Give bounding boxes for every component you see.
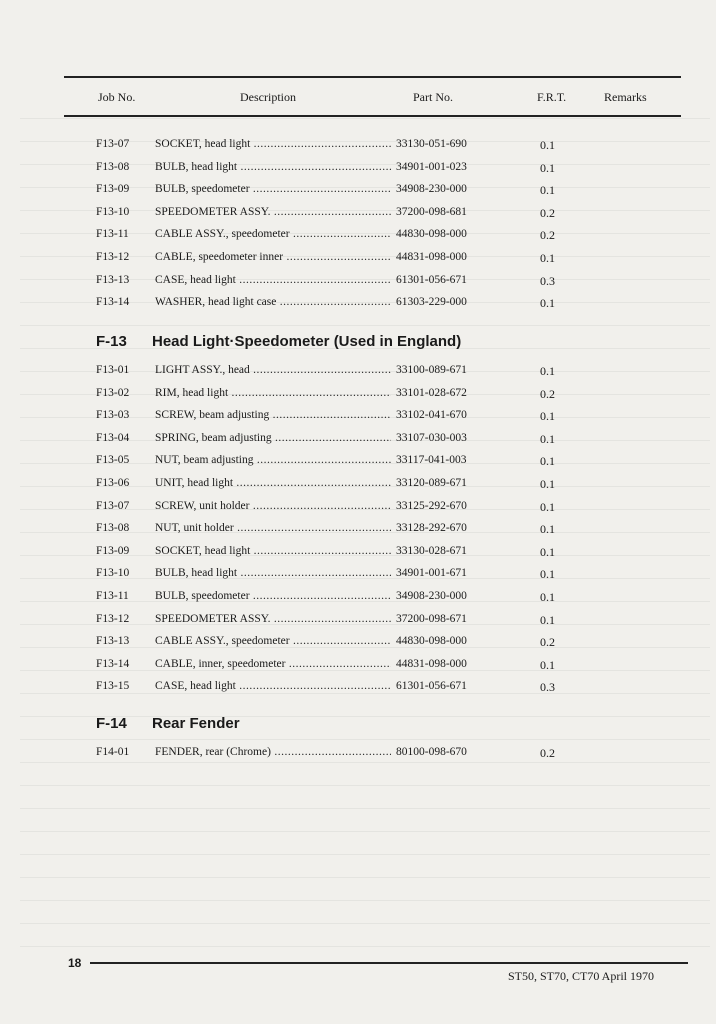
section-f13-code: F-13 bbox=[96, 333, 127, 350]
part-description: BULB, head light ..... bbox=[155, 567, 391, 579]
part-number: 33128-292-670 bbox=[396, 522, 467, 535]
part-description: NUT, unit holder ..... bbox=[155, 522, 391, 534]
section-f14-title: Rear Fender bbox=[152, 715, 240, 732]
job-number: F14-01 bbox=[96, 746, 130, 758]
part-description: CABLE, speedometer inner ..... bbox=[155, 251, 391, 263]
frt-value: 0.1 bbox=[540, 544, 555, 559]
job-number: F13-09 bbox=[96, 183, 130, 196]
table-row bbox=[0, 274, 716, 296]
part-description: SPEEDOMETER ASSY. ..... bbox=[155, 206, 391, 218]
col-job-no: Job No. bbox=[98, 90, 136, 104]
part-description: SCREW, beam adjusting ..... bbox=[155, 409, 391, 421]
part-number: 80100-098-670 bbox=[396, 746, 467, 758]
part-number: 34901-001-023 bbox=[396, 160, 467, 173]
part-number: 33125-292-670 bbox=[396, 499, 467, 512]
part-number: 44831-098-000 bbox=[396, 251, 467, 263]
frt-value: 0.1 bbox=[540, 364, 555, 378]
frt-value: 0.1 bbox=[540, 477, 555, 491]
job-number: F13-12 bbox=[96, 251, 130, 263]
table-row bbox=[0, 680, 716, 702]
col-description: Description bbox=[240, 90, 296, 104]
part-number: 37200-098-671 bbox=[396, 612, 467, 625]
frt-value: 0.1 bbox=[540, 657, 555, 672]
job-number: F13-11 bbox=[96, 228, 129, 241]
frt-value: 0.3 bbox=[540, 273, 555, 288]
job-number: F13-10 bbox=[96, 205, 130, 218]
col-remarks: Remarks bbox=[604, 90, 647, 104]
col-frt: F.R.T. bbox=[537, 90, 567, 104]
part-description: UNIT, head light ..... bbox=[155, 477, 391, 489]
part-number: 61301-056-671 bbox=[396, 680, 467, 693]
table-row bbox=[0, 635, 716, 657]
job-number: F13-11 bbox=[96, 590, 129, 602]
part-number: 34908-230-000 bbox=[396, 183, 467, 196]
part-number: 34901-001-671 bbox=[396, 567, 467, 580]
model-date: ST50, ST70, CT70 April 1970 bbox=[508, 969, 655, 983]
part-description: CABLE ASSY., speedometer ..... bbox=[155, 635, 391, 647]
table-row bbox=[0, 251, 716, 273]
frt-value: 0.2 bbox=[540, 635, 555, 650]
part-number: 33117-041-003 bbox=[396, 454, 467, 467]
table-row bbox=[0, 183, 716, 205]
table-row bbox=[0, 228, 716, 250]
job-number: F13-07 bbox=[96, 138, 130, 150]
frt-value: 0.1 bbox=[540, 499, 555, 514]
table-row bbox=[0, 432, 716, 454]
frt-value: 0.2 bbox=[540, 205, 555, 220]
job-number: F13-14 bbox=[96, 296, 130, 309]
part-number: 33102-041-670 bbox=[396, 409, 467, 422]
part-number: 34908-230-000 bbox=[396, 590, 467, 602]
part-number: 33107-030-003 bbox=[396, 431, 467, 444]
part-description: FENDER, rear (Chrome) ..... bbox=[155, 746, 391, 758]
table-row bbox=[0, 138, 716, 160]
part-number: 61301-056-671 bbox=[396, 273, 467, 286]
part-description: SCREW, unit holder ..... bbox=[155, 500, 391, 512]
footer-rule bbox=[90, 962, 688, 964]
job-number: F13-02 bbox=[96, 386, 130, 399]
frt-value: 0.1 bbox=[540, 590, 555, 604]
table-row bbox=[0, 161, 716, 183]
table-row bbox=[0, 454, 716, 476]
job-number: F13-09 bbox=[96, 544, 130, 557]
part-description: SOCKET, head light ..... bbox=[155, 138, 391, 150]
part-description: BULB, speedometer ..... bbox=[155, 183, 391, 195]
table-row bbox=[0, 567, 716, 589]
table-row bbox=[0, 522, 716, 544]
page-number: 18 bbox=[68, 956, 82, 970]
part-description: BULB, head light ..... bbox=[155, 161, 391, 173]
part-description: SOCKET, head light ..... bbox=[155, 545, 391, 557]
table-row bbox=[0, 746, 716, 768]
frt-value: 0.1 bbox=[540, 183, 555, 198]
job-number: F13-12 bbox=[96, 612, 130, 625]
job-number: F13-13 bbox=[96, 635, 130, 648]
frt-value: 0.1 bbox=[540, 454, 555, 469]
col-part-no: Part No. bbox=[413, 90, 453, 104]
table-row bbox=[0, 477, 716, 499]
table-row bbox=[0, 613, 716, 635]
section-f14-code: F-14 bbox=[96, 715, 127, 732]
part-description: LIGHT ASSY., head ..... bbox=[155, 364, 391, 376]
job-number: F13-14 bbox=[96, 657, 130, 670]
table-row bbox=[0, 387, 716, 409]
part-number: 33101-028-672 bbox=[396, 386, 467, 399]
section-f13-title: Head Light·Speedometer (Used in England) bbox=[152, 333, 462, 350]
job-number: F13-08 bbox=[96, 522, 130, 535]
part-description: CABLE, inner, speedometer ..... bbox=[155, 658, 391, 670]
table-row bbox=[0, 296, 716, 318]
part-number: 33130-028-671 bbox=[396, 544, 467, 557]
header-bottom-rule bbox=[64, 115, 681, 117]
part-description: BULB, speedometer ..... bbox=[155, 590, 391, 602]
job-number: F13-04 bbox=[96, 431, 130, 444]
frt-value: 0.1 bbox=[540, 567, 555, 582]
frt-value: 0.1 bbox=[540, 431, 555, 446]
header-top-rule bbox=[64, 76, 681, 78]
part-description: SPRING, beam adjusting ..... bbox=[155, 432, 391, 444]
table-row bbox=[0, 206, 716, 228]
part-description: CABLE ASSY., speedometer ..... bbox=[155, 228, 391, 240]
frt-value: 0.1 bbox=[540, 251, 555, 265]
part-number: 33100-089-671 bbox=[396, 364, 467, 376]
table-row bbox=[0, 409, 716, 431]
frt-value: 0.3 bbox=[540, 680, 555, 695]
table-row bbox=[0, 658, 716, 680]
table-row bbox=[0, 364, 716, 386]
job-number: F13-06 bbox=[96, 477, 130, 489]
part-description: RIM, head light ..... bbox=[155, 387, 391, 399]
table-row bbox=[0, 500, 716, 522]
job-number: F13-01 bbox=[96, 364, 130, 376]
job-number: F13-03 bbox=[96, 409, 130, 422]
part-description: CASE, head light ..... bbox=[155, 274, 391, 286]
part-number: 44831-098-000 bbox=[396, 657, 467, 670]
part-number: 61303-229-000 bbox=[396, 296, 467, 309]
frt-value: 0.1 bbox=[540, 296, 555, 311]
job-number: F13-15 bbox=[96, 680, 130, 693]
frt-value: 0.2 bbox=[540, 386, 555, 401]
part-number: 44830-098-000 bbox=[396, 228, 467, 241]
frt-value: 0.1 bbox=[540, 409, 555, 424]
frt-value: 0.2 bbox=[540, 228, 555, 243]
part-number: 44830-098-000 bbox=[396, 635, 467, 648]
part-description: CASE, head light ..... bbox=[155, 680, 391, 692]
frt-value: 0.1 bbox=[540, 612, 555, 627]
part-number: 33130-051-690 bbox=[396, 138, 467, 150]
part-description: SPEEDOMETER ASSY. ..... bbox=[155, 613, 391, 625]
frt-value: 0.1 bbox=[540, 522, 555, 537]
frt-value: 0.1 bbox=[540, 138, 555, 152]
table-row bbox=[0, 545, 716, 567]
job-number: F13-05 bbox=[96, 454, 130, 467]
job-number: F13-10 bbox=[96, 567, 130, 580]
job-number: F13-08 bbox=[96, 160, 130, 173]
table-row bbox=[0, 590, 716, 612]
part-description: WASHER, head light case ..... bbox=[155, 296, 391, 308]
part-description: NUT, beam adjusting ..... bbox=[155, 454, 391, 466]
job-number: F13-07 bbox=[96, 499, 130, 512]
part-number: 33120-089-671 bbox=[396, 477, 467, 489]
part-number: 37200-098-681 bbox=[396, 205, 467, 218]
job-number: F13-13 bbox=[96, 273, 130, 286]
frt-value: 0.2 bbox=[540, 746, 555, 760]
frt-value: 0.1 bbox=[540, 160, 555, 175]
